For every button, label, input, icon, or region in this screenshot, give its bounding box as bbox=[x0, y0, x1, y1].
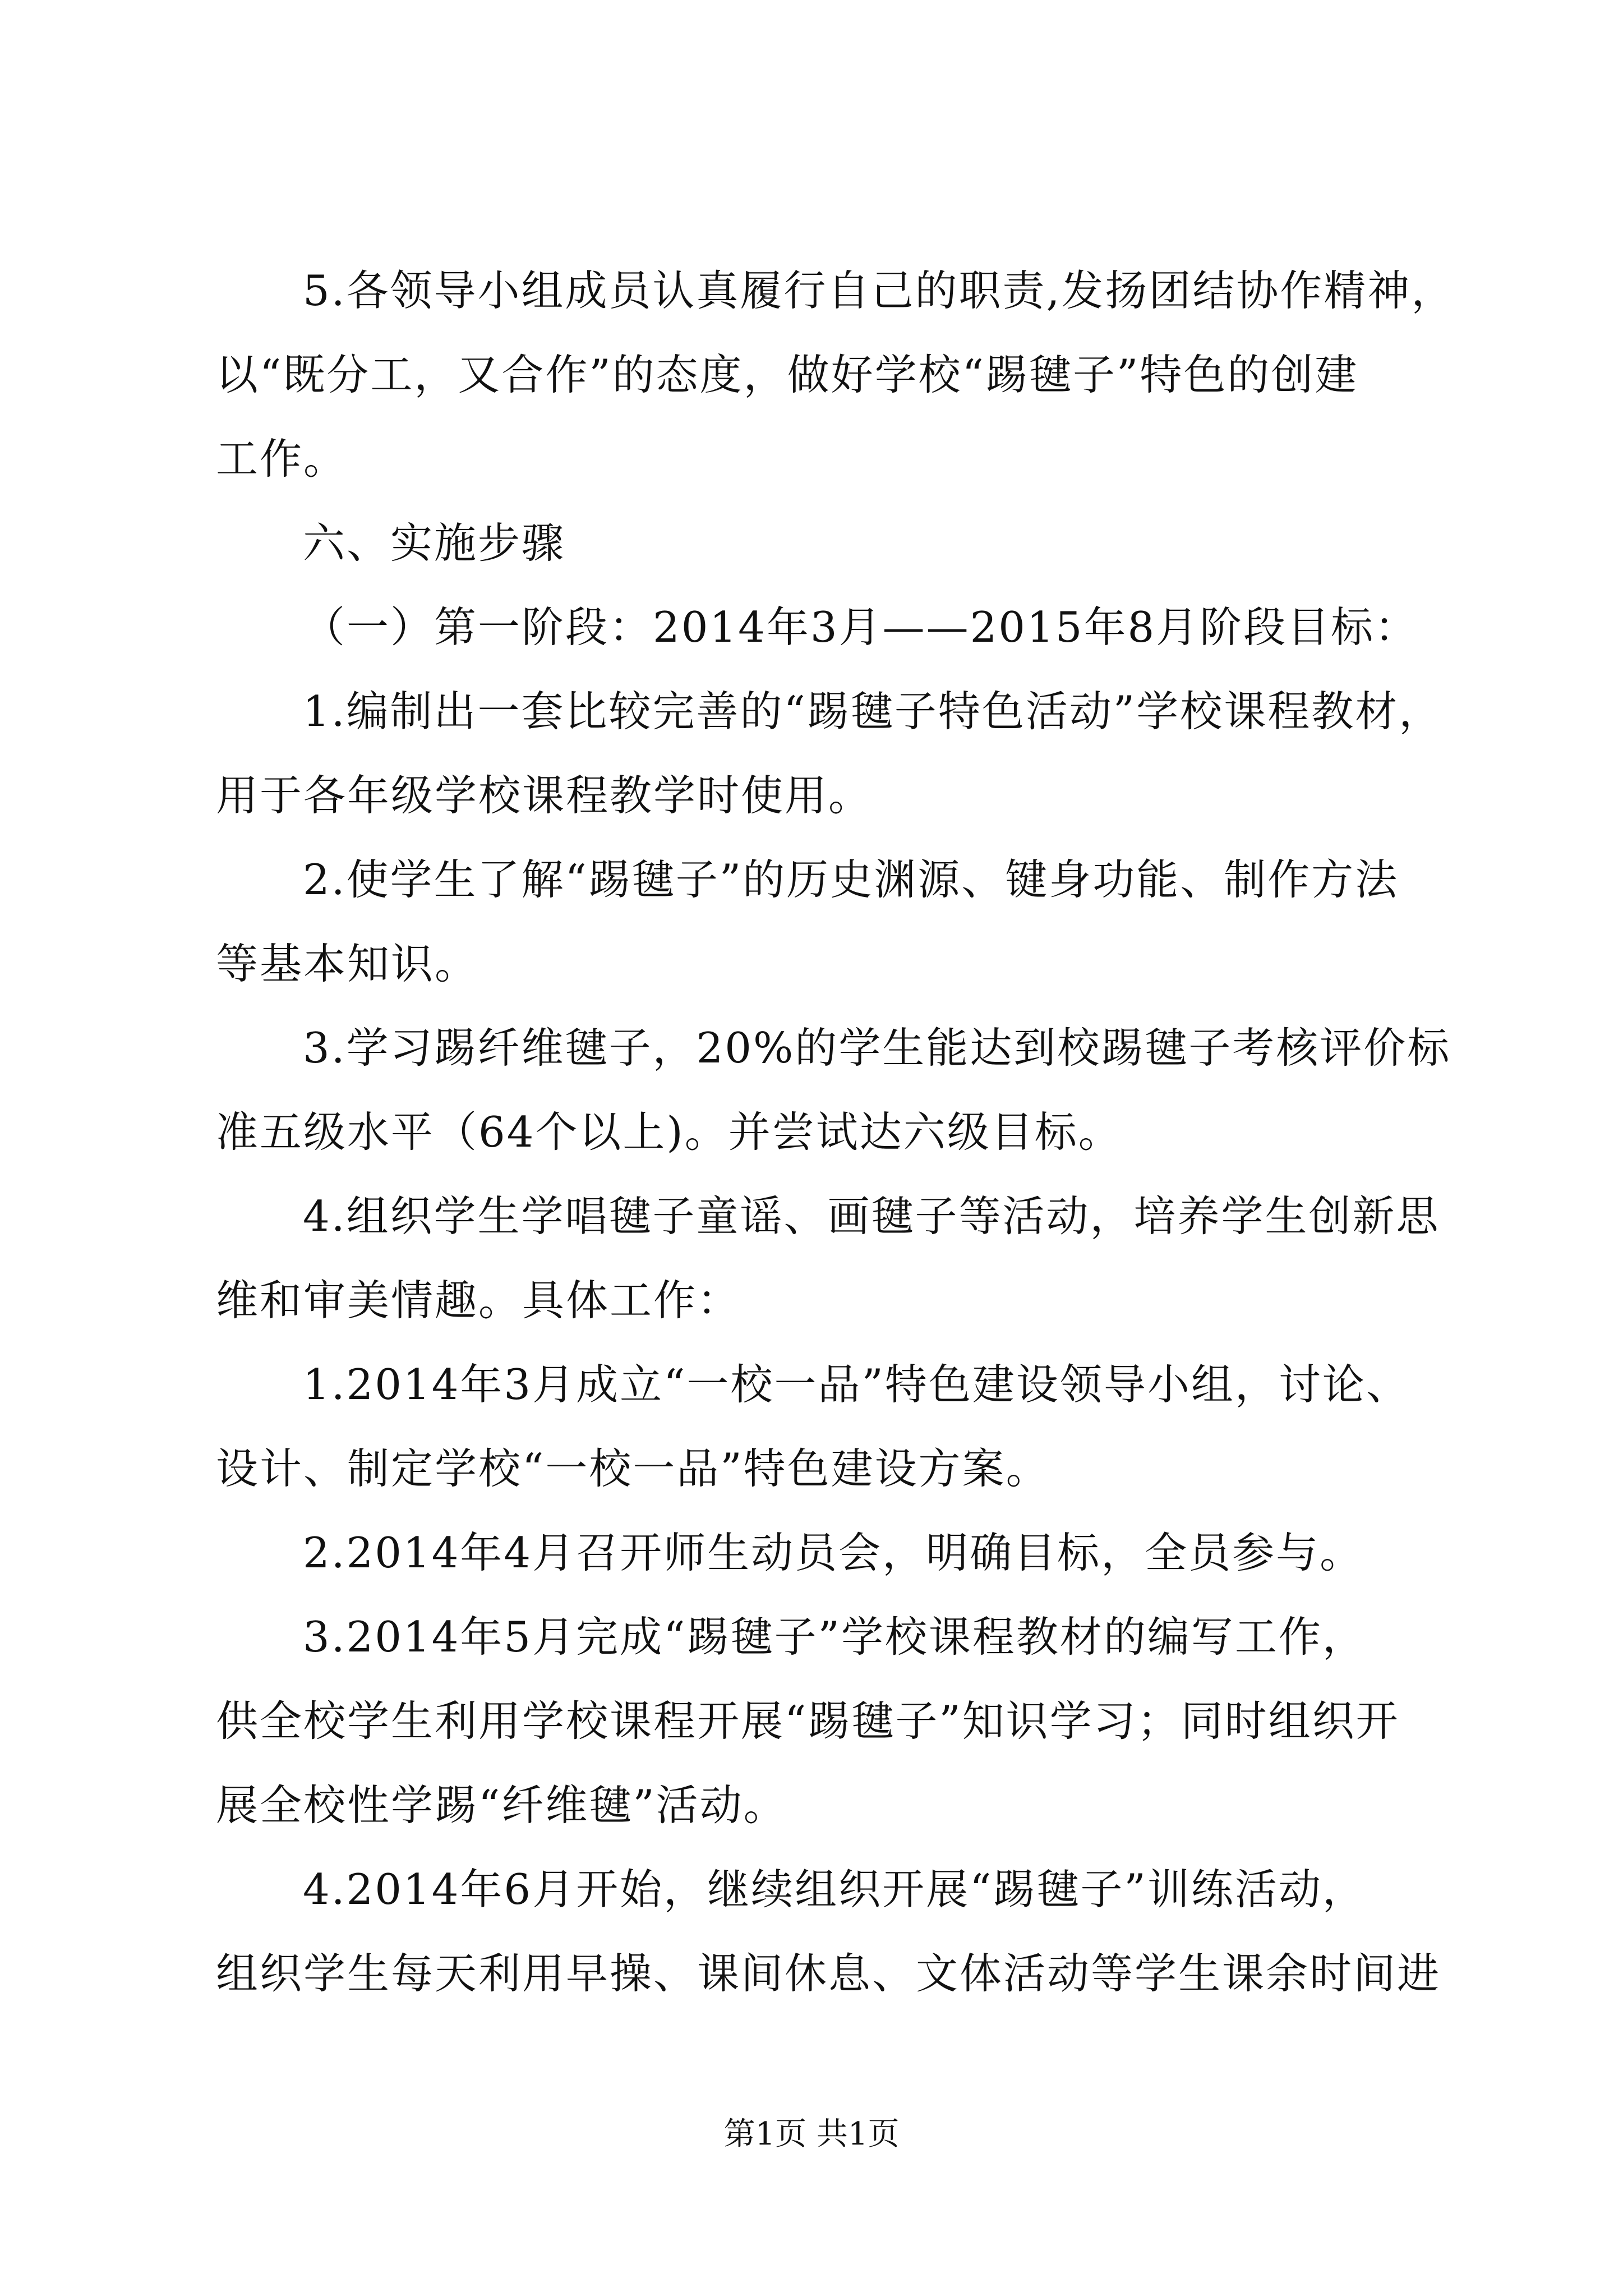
paragraph-line: 设计、制定学校“一校一品”特色建设方案。 bbox=[216, 1444, 1050, 1493]
paragraph-line: 4.组织学生学唱毽子童谣、画毽子等活动，培养学生创新思 bbox=[303, 1191, 1440, 1241]
page-footer: 第1页 共1页 bbox=[723, 2116, 900, 2152]
paragraph-line: 展全校性学踢“纤维毽”活动。 bbox=[216, 1780, 787, 1830]
paragraph-line: 5.各领导小组成员认真履行自己的职责,发扬团结协作精神， bbox=[303, 266, 1455, 315]
paragraph-line: 维和审美情趣。具体工作： bbox=[216, 1276, 741, 1325]
subsection-heading: （一）第一阶段：2014年3月——2015年8月阶段目标： bbox=[303, 602, 1419, 652]
paragraph-line: 以“既分工，又合作”的态度，做好学校“踢毽子”特色的创建 bbox=[216, 350, 1359, 399]
paragraph-line: 4.2014年6月开始，继续组织开展“踢毽子”训练活动， bbox=[303, 1865, 1366, 1914]
paragraph-line: 1.2014年3月成立“一校一品”特色建设领导小组，讨论、 bbox=[303, 1360, 1410, 1409]
paragraph-line: 3.2014年5月完成“踢毽子”学校课程教材的编写工作， bbox=[303, 1612, 1366, 1662]
section-heading: 六、实施步骤 bbox=[303, 518, 566, 568]
paragraph-line: 组织学生每天利用早操、课间休息、文体活动等学生课余时间进 bbox=[216, 1949, 1441, 1998]
paragraph-line: 2.使学生了解“踢毽子”的历史渊源、键身功能、制作方法 bbox=[303, 855, 1399, 904]
paragraph-line: 工作。 bbox=[216, 434, 348, 484]
paragraph-line: 准五级水平（64个以上)。并尝试达六级目标。 bbox=[216, 1107, 1122, 1157]
paragraph-line: 等基本知识。 bbox=[216, 939, 479, 988]
paragraph-line: 2.2014年4月召开师生动员会，明确目标，全员参与。 bbox=[303, 1528, 1364, 1577]
paragraph-line: 供全校学生利用学校课程开展“踢毽子”知识学习；同时组织开 bbox=[216, 1696, 1400, 1746]
paragraph-line: 3.学习踢纤维毽子，20%的学生能达到校踢毽子考核评价标 bbox=[303, 1023, 1451, 1073]
paragraph-line: 用于各年级学校课程教学时使用。 bbox=[216, 771, 873, 820]
paragraph-line: 1.编制出一套比较完善的“踢毽子特色活动”学校课程教材， bbox=[303, 687, 1443, 736]
